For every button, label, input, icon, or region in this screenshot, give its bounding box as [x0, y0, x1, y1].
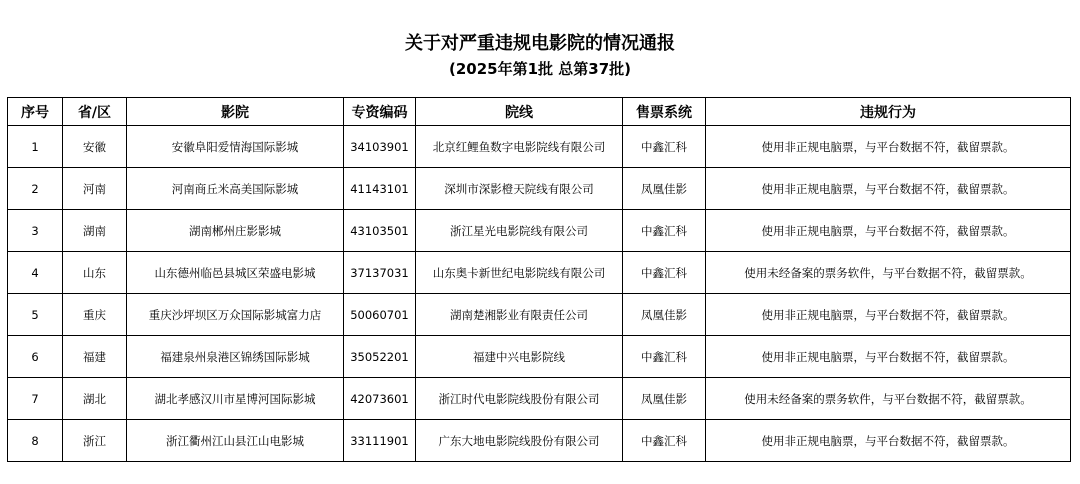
cell-serial-number: 6 [8, 336, 63, 378]
header-cinema-chain: 院线 [416, 98, 623, 126]
table-row [8, 336, 1071, 378]
table-body [8, 126, 1071, 462]
cell-violation: 使用未经备案的票务软件，与平台数据不符，截留票款。 [706, 378, 1071, 420]
cell-violation: 使用非正规电脑票，与平台数据不符，截留票款。 [706, 420, 1071, 462]
cell-ticketing-system: 凤凰佳影 [623, 378, 706, 420]
cell-fund-code: 50060701 [344, 294, 416, 336]
cell-ticketing-system: 凤凰佳影 [623, 168, 706, 210]
header-fund-code: 专资编码 [344, 98, 416, 126]
violation-table [7, 97, 1071, 462]
cell-ticketing-system: 中鑫汇科 [623, 336, 706, 378]
cell-cinema: 山东德州临邑县城区荣盛电影城 [127, 252, 344, 294]
header-violation: 违规行为 [706, 98, 1071, 126]
cell-violation: 使用非正规电脑票，与平台数据不符，截留票款。 [706, 126, 1071, 168]
cell-fund-code: 33111901 [344, 420, 416, 462]
table-row [8, 168, 1071, 210]
cell-province: 湖北 [63, 378, 127, 420]
cell-cinema-chain: 浙江时代电影院线股份有限公司 [416, 378, 623, 420]
cell-fund-code: 43103501 [344, 210, 416, 252]
cell-cinema: 安徽阜阳爱情海国际影城 [127, 126, 344, 168]
table-header-row [8, 98, 1071, 126]
cell-province: 浙江 [63, 420, 127, 462]
header-ticketing-system: 售票系统 [623, 98, 706, 126]
cell-serial-number: 8 [8, 420, 63, 462]
table-row [8, 252, 1071, 294]
cell-fund-code: 37137031 [344, 252, 416, 294]
cell-province: 重庆 [63, 294, 127, 336]
header-cinema: 影院 [127, 98, 344, 126]
cell-cinema-chain: 山东奥卡新世纪电影院线有限公司 [416, 252, 623, 294]
cell-serial-number: 3 [8, 210, 63, 252]
cell-serial-number: 1 [8, 126, 63, 168]
cell-serial-number: 2 [8, 168, 63, 210]
cell-ticketing-system: 中鑫汇科 [623, 420, 706, 462]
header-serial-number: 序号 [8, 98, 63, 126]
cell-fund-code: 35052201 [344, 336, 416, 378]
cell-ticketing-system: 中鑫汇科 [623, 252, 706, 294]
cell-serial-number: 5 [8, 294, 63, 336]
cell-violation: 使用非正规电脑票，与平台数据不符，截留票款。 [706, 210, 1071, 252]
cell-fund-code: 41143101 [344, 168, 416, 210]
cell-cinema-chain: 北京红鲤鱼数字电影院线有限公司 [416, 126, 623, 168]
header-province: 省/区 [63, 98, 127, 126]
cell-cinema-chain: 湖南楚湘影业有限责任公司 [416, 294, 623, 336]
table-row [8, 210, 1071, 252]
cell-cinema: 浙江衢州江山县江山电影城 [127, 420, 344, 462]
cell-violation: 使用未经备案的票务软件，与平台数据不符，截留票款。 [706, 252, 1071, 294]
cell-cinema-chain: 深圳市深影橙天院线有限公司 [416, 168, 623, 210]
cell-cinema-chain: 浙江星光电影院线有限公司 [416, 210, 623, 252]
table-row [8, 420, 1071, 462]
cell-province: 安徽 [63, 126, 127, 168]
cell-cinema-chain: 广东大地电影院线股份有限公司 [416, 420, 623, 462]
table-row [8, 378, 1071, 420]
cell-ticketing-system: 中鑫汇科 [623, 126, 706, 168]
cell-province: 山东 [63, 252, 127, 294]
cell-province: 湖南 [63, 210, 127, 252]
cell-ticketing-system: 中鑫汇科 [623, 210, 706, 252]
cell-cinema-chain: 福建中兴电影院线 [416, 336, 623, 378]
cell-violation: 使用非正规电脑票，与平台数据不符，截留票款。 [706, 294, 1071, 336]
page-title: 关于对严重违规电影院的情况通报 [405, 33, 675, 54]
cell-cinema: 河南商丘米高美国际影城 [127, 168, 344, 210]
cell-cinema: 湖南郴州庄影影城 [127, 210, 344, 252]
cell-fund-code: 42073601 [344, 378, 416, 420]
cell-violation: 使用非正规电脑票，与平台数据不符，截留票款。 [706, 168, 1071, 210]
cell-province: 福建 [63, 336, 127, 378]
page-subtitle: (2025年第1批 总第37批) [449, 60, 631, 78]
cell-serial-number: 7 [8, 378, 63, 420]
cell-fund-code: 34103901 [344, 126, 416, 168]
table-row [8, 294, 1071, 336]
table-row [8, 126, 1071, 168]
cell-province: 河南 [63, 168, 127, 210]
cell-cinema: 福建泉州泉港区锦绣国际影城 [127, 336, 344, 378]
cell-cinema: 重庆沙坪坝区万众国际影城富力店 [127, 294, 344, 336]
cell-serial-number: 4 [8, 252, 63, 294]
cell-cinema: 湖北孝感汉川市星博河国际影城 [127, 378, 344, 420]
cell-ticketing-system: 凤凰佳影 [623, 294, 706, 336]
cell-violation: 使用非正规电脑票，与平台数据不符，截留票款。 [706, 336, 1071, 378]
